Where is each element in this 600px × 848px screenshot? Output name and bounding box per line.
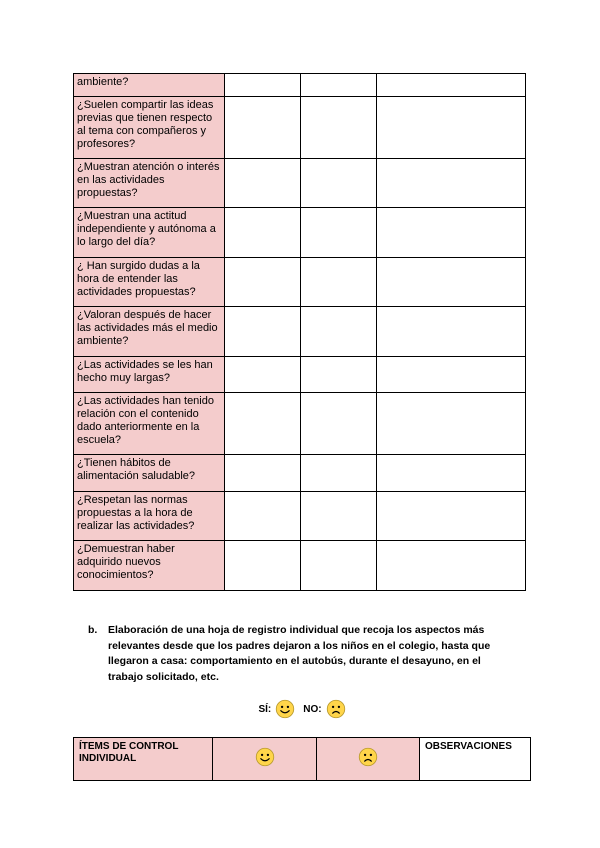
answer-cell[interactable] <box>301 74 377 97</box>
answer-cell[interactable] <box>301 159 377 208</box>
observation-cell[interactable] <box>377 97 526 159</box>
smiley-face-icon <box>275 699 295 719</box>
answer-cell[interactable] <box>301 208 377 258</box>
observation-cell[interactable] <box>377 455 526 492</box>
observation-cell[interactable] <box>377 258 526 307</box>
answer-cell[interactable] <box>301 258 377 307</box>
observation-cell[interactable] <box>377 492 526 541</box>
smiley-header <box>213 738 317 781</box>
observation-cell[interactable] <box>377 74 526 97</box>
answer-cell[interactable] <box>301 307 377 357</box>
question-cell: ¿Muestran una actitud independiente y autónoma a lo largo del día? <box>74 208 225 258</box>
no-label: NO: <box>303 703 322 715</box>
answer-cell[interactable] <box>301 97 377 159</box>
question-cell: ¿Las actividades han tenido relación con el contenido dado anteriormente en la escuela? <box>74 393 225 455</box>
answer-cell[interactable] <box>225 357 301 393</box>
answer-cell[interactable] <box>225 541 301 591</box>
sad-face-icon <box>358 747 378 767</box>
evaluation-table <box>73 73 526 591</box>
sad-header <box>317 738 420 781</box>
question-cell: ¿Respetan las normas propuestas a la hora de realizar las actividades? <box>74 492 225 541</box>
table-row <box>74 541 526 591</box>
observations-header: OBSERVACIONES <box>420 738 531 781</box>
face-legend <box>0 698 600 720</box>
observation-cell[interactable] <box>377 159 526 208</box>
table-row <box>74 393 526 455</box>
question-cell: ¿Valoran después de hacer las actividades más el medio ambiente? <box>74 307 225 357</box>
sad-face-icon <box>326 699 346 719</box>
table-row <box>74 455 526 492</box>
section-b-text: Elaboración de una hoja de registro individual que recoja los aspectos más relevantes desde que los padres dejaron a los niños en el colegio, hasta que llegaron a casa: comportamiento en el autobús, durante el desayuno, en el trabajo solicitado, etc. <box>108 624 491 683</box>
answer-cell[interactable] <box>301 541 377 591</box>
table-row <box>74 492 526 541</box>
table-row <box>74 307 526 357</box>
answer-cell[interactable] <box>301 393 377 455</box>
question-cell: ¿Suelen compartir las ideas previas que tienen respecto al tema con compañeros y profesores? <box>74 97 225 159</box>
answer-cell[interactable] <box>225 455 301 492</box>
answer-cell[interactable] <box>225 393 301 455</box>
observation-cell[interactable] <box>377 541 526 591</box>
answer-cell[interactable] <box>225 159 301 208</box>
answer-cell[interactable] <box>225 492 301 541</box>
question-cell: ¿Las actividades se les han hecho muy largas? <box>74 357 225 393</box>
answer-cell[interactable] <box>301 357 377 393</box>
list-marker: b. <box>88 624 98 636</box>
table-row <box>74 738 531 781</box>
question-cell: ¿Tienen hábitos de alimentación saludable? <box>74 455 225 492</box>
answer-cell[interactable] <box>301 455 377 492</box>
question-cell: ¿ Han surgido dudas a la hora de entender las actividades propuestas? <box>74 258 225 307</box>
observation-cell[interactable] <box>377 393 526 455</box>
question-cell: ¿Muestran atención o interés en las actividades propuestas? <box>74 159 225 208</box>
answer-cell[interactable] <box>225 258 301 307</box>
table-row <box>74 357 526 393</box>
items-header: ÍTEMS DE CONTROL INDIVIDUAL <box>74 738 213 781</box>
yes-label: SÍ: <box>258 703 272 715</box>
answer-cell[interactable] <box>225 307 301 357</box>
table-row <box>74 97 526 159</box>
individual-control-table <box>73 737 531 781</box>
answer-cell[interactable] <box>225 74 301 97</box>
answer-cell[interactable] <box>225 97 301 159</box>
answer-cell[interactable] <box>301 492 377 541</box>
answer-cell[interactable] <box>225 208 301 258</box>
smiley-face-icon <box>255 747 275 767</box>
observation-cell[interactable] <box>377 307 526 357</box>
observation-cell[interactable] <box>377 357 526 393</box>
table-row <box>74 74 526 97</box>
table-row <box>74 159 526 208</box>
observation-cell[interactable] <box>377 208 526 258</box>
section-b <box>88 623 518 685</box>
question-cell: ¿Demuestran haber adquirido nuevos conocimientos? <box>74 541 225 591</box>
table-row <box>74 208 526 258</box>
table-row <box>74 258 526 307</box>
question-cell: ambiente? <box>74 74 225 97</box>
